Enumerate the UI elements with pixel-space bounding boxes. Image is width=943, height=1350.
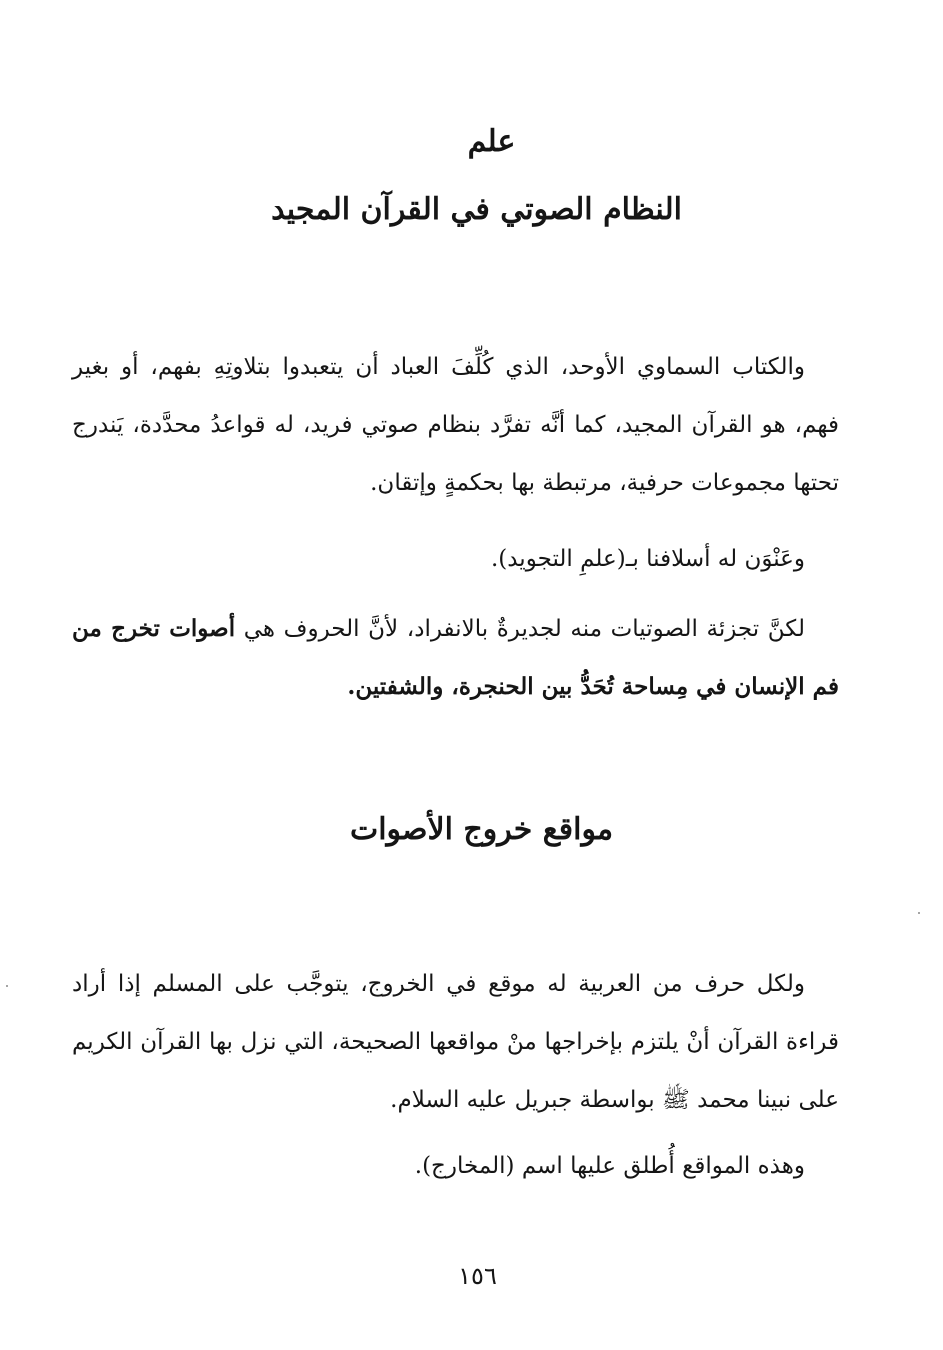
- paragraph-text: والكتاب السماوي الأوحد، الذي كُلِّفَ العباد أن يتعبدوا بتلاوتِهِ بفهم، أو بغير فهم، هو القرآن المجيد، كما أنَّه تفرَّد بنظام صوتي فريد، له قواعدُ محدَّدة، يَندرج تحتها مجموعات حرفية، مرتبطة بها بحكمةٍ وإتقان.: [72, 354, 839, 496]
- paragraph-text: وعَنْوَن له أسلافنا بـ(علمِ التجويد).: [490, 546, 805, 572]
- page-number: ١٥٦: [458, 1262, 497, 1290]
- intro-paragraph: [72, 338, 839, 512]
- section-title: مواقع خروج الأصوات: [349, 812, 614, 847]
- paragraph-text: [72, 600, 839, 716]
- makharij-paragraph: [72, 1137, 839, 1195]
- chapter-heading-prefix: علم: [467, 124, 516, 159]
- paragraph-text-normal: لكنَّ تجزئة الصوتيات منه لجديرةٌ بالانفراد، لأنَّ الحروف هي: [235, 616, 805, 642]
- tajweed-paragraph: [72, 530, 839, 588]
- scan-speck: [6, 985, 8, 987]
- phonetics-paragraph: [72, 600, 839, 716]
- articulation-paragraph: [72, 955, 839, 1129]
- paragraph-text: وهذه المواقع أُطلق عليها اسم (المخارج).: [414, 1153, 805, 1179]
- paragraph-text: ولكل حرف من العربية له موقع في الخروج، يتوجَّب على المسلم إذا أراد قراءة القرآن أنْ يلتزم بإخراجها منْ مواقعها الصحيحة، التي نزل بها القرآن الكريم على نبينا محمد ﷺ بواسطة جبريل عليه السلام.: [72, 971, 839, 1113]
- paragraph-text-bold: أصوات تخرج من فم الإنسان في مِساحة تُحَدُّ بين الحنجرة، والشفتين.: [72, 615, 839, 700]
- chapter-title: النظام الصوتي في القرآن المجيد: [271, 192, 682, 227]
- scan-speck: [918, 912, 920, 914]
